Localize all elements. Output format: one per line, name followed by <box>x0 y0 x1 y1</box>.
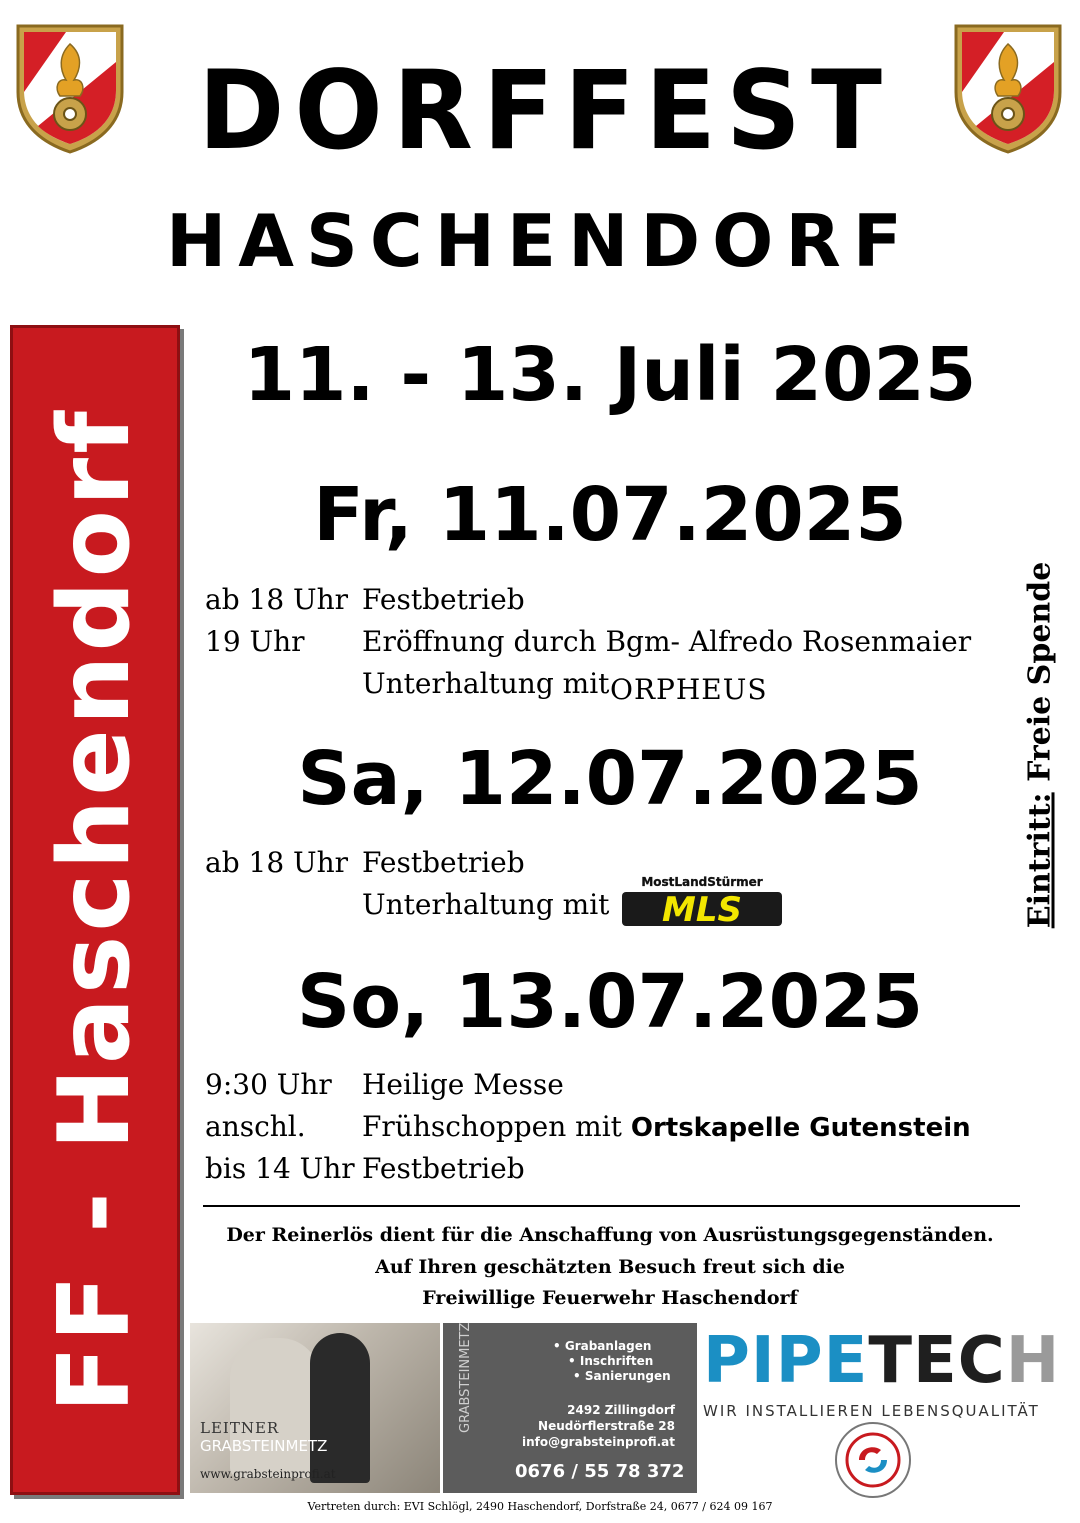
pipetech-logo-part1: PIPE <box>703 1324 869 1398</box>
service-item: • Inschriften <box>568 1354 654 1368</box>
note-line: Der Reinerlös dient für die Anschaffung von Ausrüstungsgegenständen. <box>226 1224 994 1246</box>
stonemason-image <box>310 1333 370 1483</box>
day-title-sunday: So, 13.07.2025 <box>296 959 924 1045</box>
schedule-time: ab 18 Uhr <box>205 846 349 879</box>
sponsor-card-vertical-logo: GRABSTEINMETZ <box>458 1322 473 1433</box>
schedule-time: ab 18 Uhr <box>205 583 349 616</box>
fire-brigade-crest-icon <box>14 22 126 154</box>
sponsor-url: www.grabsteinprofi.at <box>200 1467 336 1481</box>
schedule-desc: Unterhaltung mit <box>362 888 610 921</box>
mls-logo-main-text: MLS <box>662 890 742 928</box>
sponsor-address: Neudörflerstraße 28 <box>538 1419 675 1433</box>
schedule-desc: Festbetrieb <box>362 846 525 879</box>
schedule-desc <box>362 1110 971 1143</box>
orpheus-band-logo: ORPHEUS <box>610 673 768 706</box>
side-banner <box>10 325 180 1495</box>
note-line: Auf Ihren geschätzten Besuch freut sich die <box>375 1256 845 1278</box>
pipetech-logo-part3: H <box>1005 1324 1061 1398</box>
schedule-time: bis 14 Uhr <box>205 1152 355 1185</box>
pipetech-tagline: WIR INSTALLIEREN LEBENSQUALITÄT <box>703 1402 1040 1420</box>
band-name-highlight: Ortskapelle Gutenstein <box>630 1113 971 1143</box>
note-line: Freiwillige Feuerwehr Haschendorf <box>422 1287 798 1309</box>
mostlandstuermer-band-logo <box>612 872 792 928</box>
schedule-desc: Festbetrieb <box>362 583 525 616</box>
schedule-desc-text: Frühschoppen mit <box>362 1110 622 1143</box>
day-title-saturday: Sa, 12.07.2025 <box>297 736 923 822</box>
divider <box>203 1205 1020 1207</box>
day-title-friday: Fr, 11.07.2025 <box>313 472 907 558</box>
sponsor-grabstein-photo <box>190 1323 440 1493</box>
sponsor-logo-line1: LEITNER <box>200 1419 280 1437</box>
entry-label: Eintritt: <box>1022 792 1058 929</box>
sponsor-phone: 0676 / 55 78 372 <box>515 1461 685 1482</box>
sponsor-address: 2492 Zillingdorf <box>567 1403 675 1417</box>
side-banner-text: FF - Haschendorf <box>38 407 152 1413</box>
service-item: • Sanierungen <box>573 1369 671 1383</box>
schedule-time: 19 Uhr <box>205 625 305 658</box>
footer-legal: Vertreten durch: EVI Schlögl, 2490 Haschendorf, Dorfstraße 24, 0677 / 624 09 167 <box>307 1500 773 1513</box>
schedule-time: 9:30 Uhr <box>205 1068 332 1101</box>
sponsor-logo-line2: GRABSTEINMETZ <box>200 1437 328 1455</box>
schedule-desc: Eröffnung durch Bgm- Alfredo Rosenmaier <box>362 625 972 658</box>
fire-brigade-crest-icon <box>952 22 1064 154</box>
schedule-desc: Unterhaltung mit <box>362 667 610 700</box>
date-range: 11. - 13. Juli 2025 <box>243 332 977 418</box>
schedule-desc: Festbetrieb <box>362 1152 525 1185</box>
installer-seal-icon <box>833 1420 913 1500</box>
mls-logo-top-text: MostLandStürmer <box>641 875 763 889</box>
schedule-desc: Heilige Messe <box>362 1068 564 1101</box>
pipetech-logo <box>703 1326 1071 1396</box>
poster-subtitle: HASCHENDORF <box>166 199 914 283</box>
sponsor-grabstein-card <box>443 1323 697 1493</box>
service-item: • Grabanlagen <box>553 1339 652 1353</box>
pipetech-logo-part2: TEC <box>868 1324 1006 1398</box>
entry-info <box>1023 562 1058 929</box>
entry-value: Freie Spende <box>1022 561 1058 782</box>
poster-title: DORFFEST <box>198 45 892 175</box>
schedule-time: anschl. <box>205 1110 306 1143</box>
sponsor-email: info@grabsteinprofi.at <box>521 1435 675 1449</box>
statue-image <box>230 1338 320 1478</box>
